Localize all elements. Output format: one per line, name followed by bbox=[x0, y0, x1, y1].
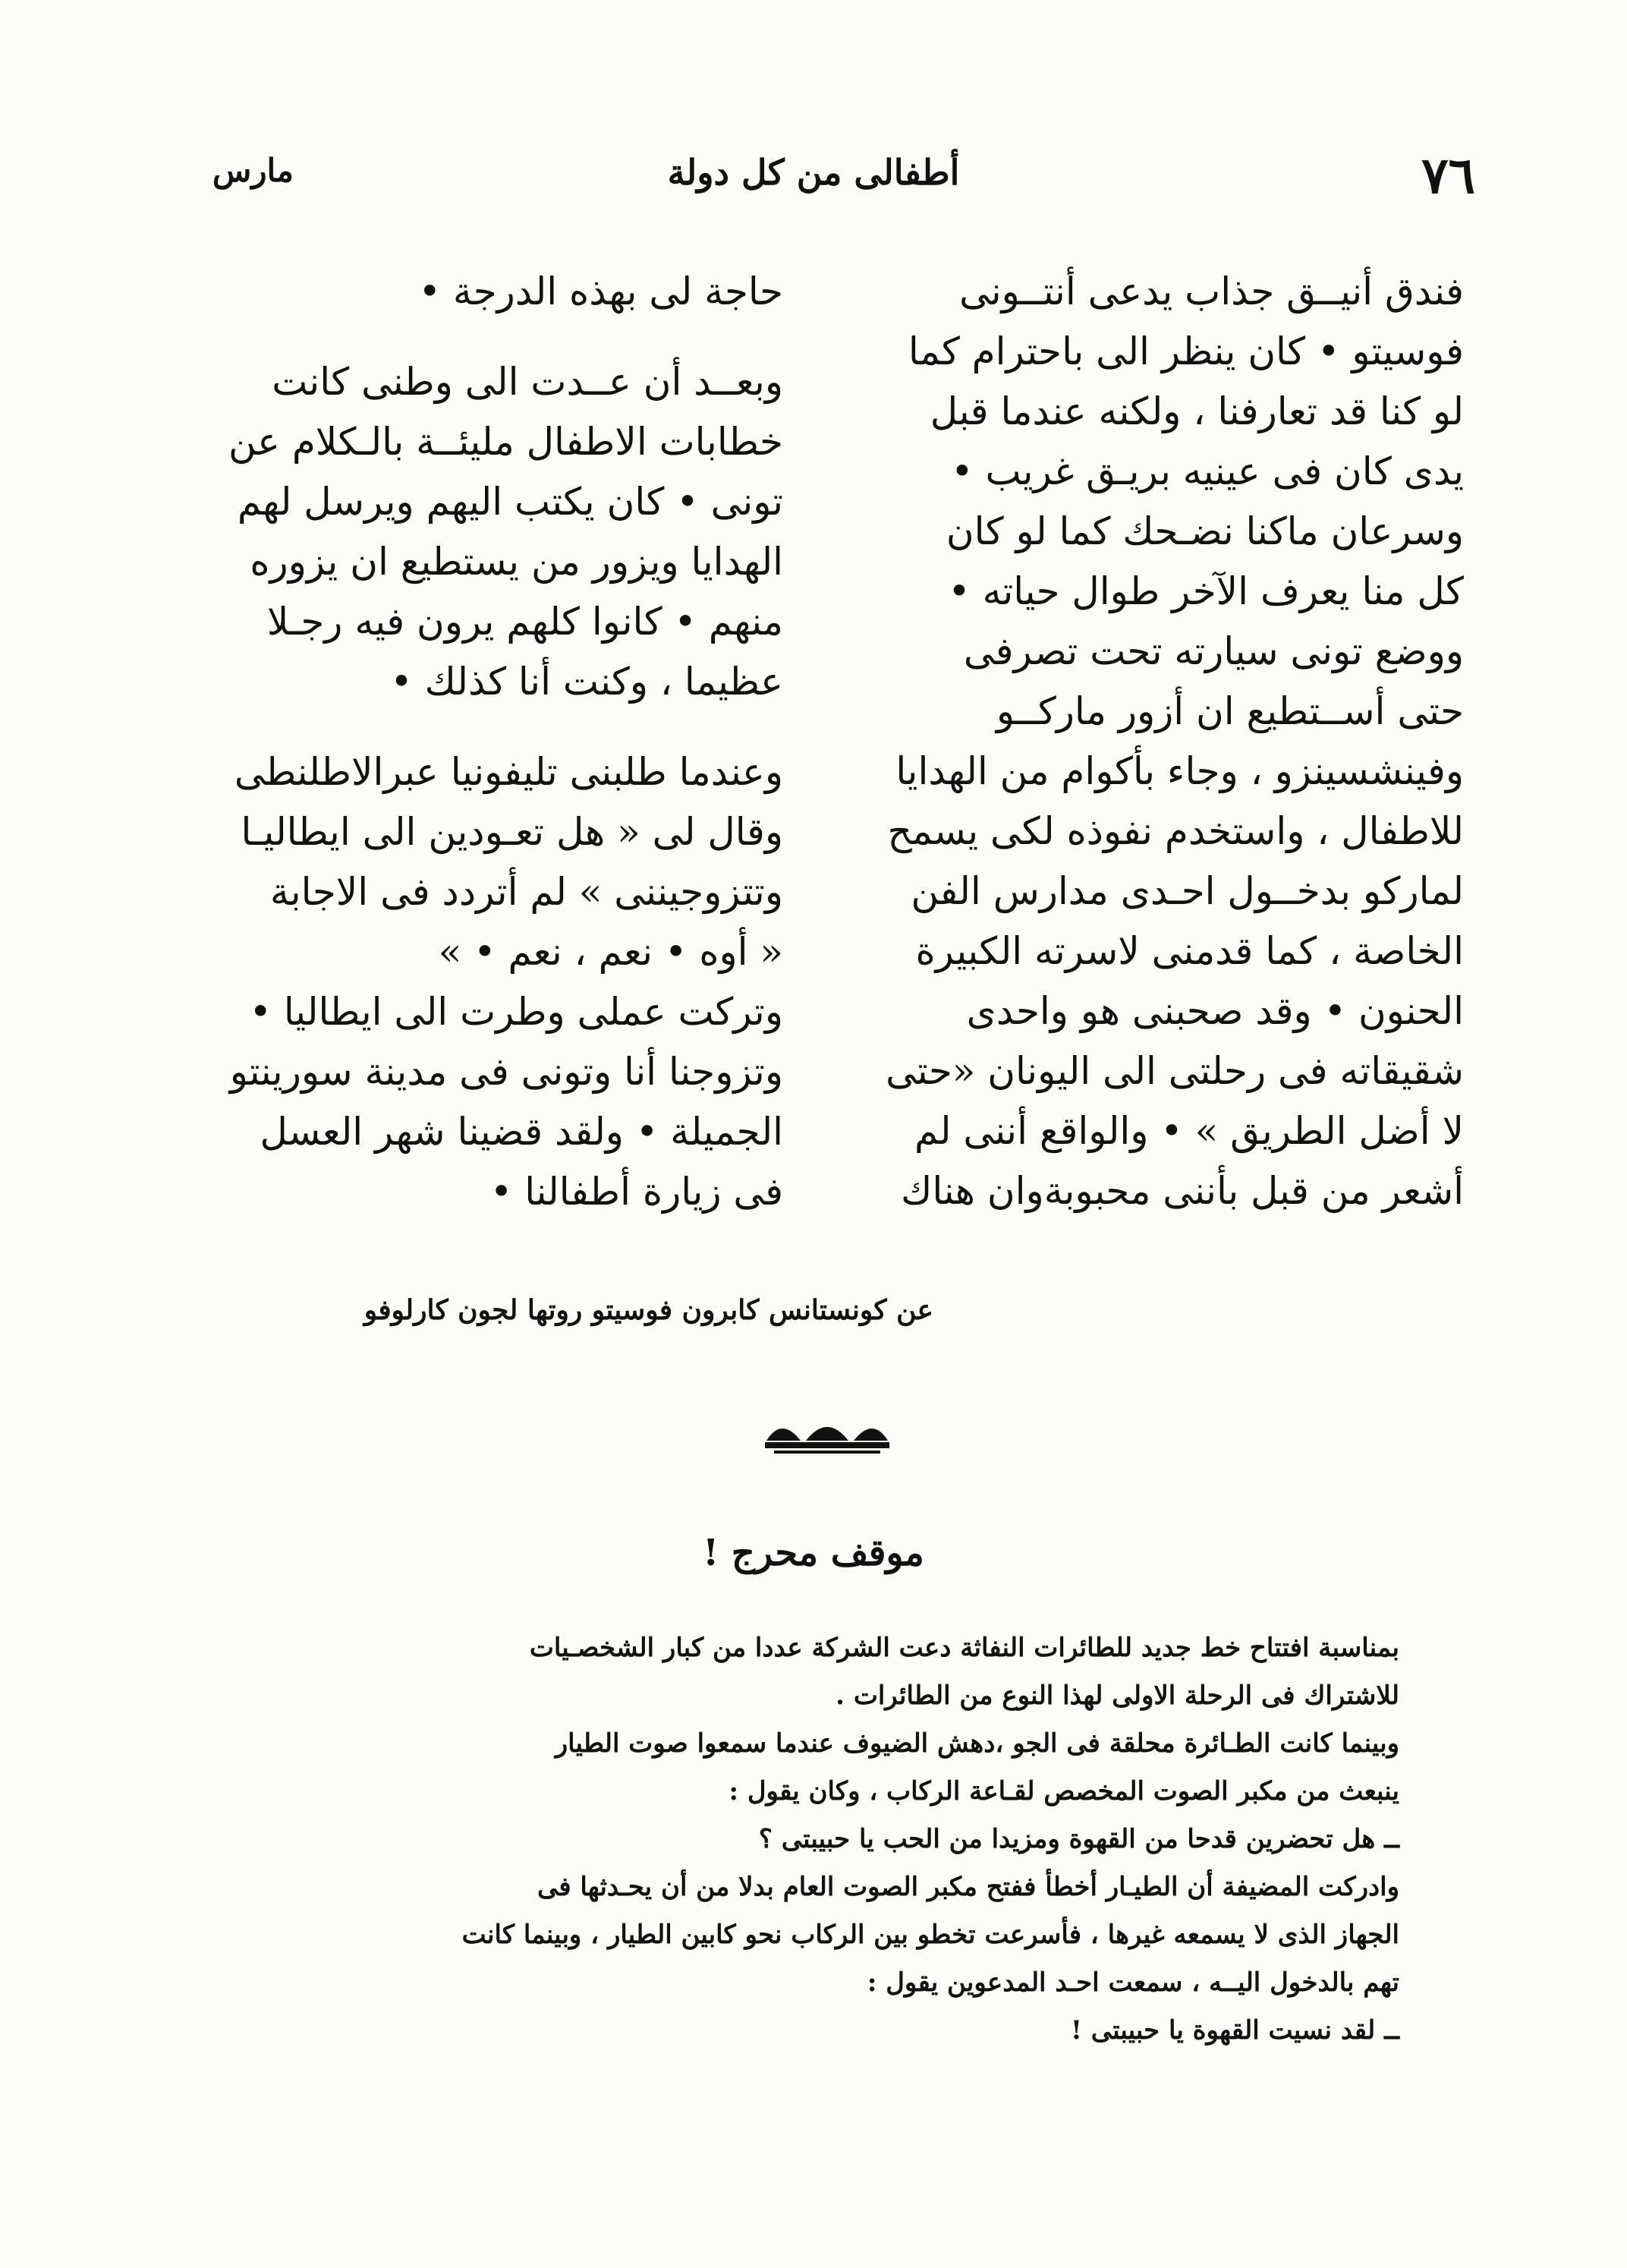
text-line: يدى كان فى عينيه بريـق غريب • bbox=[951, 449, 1464, 493]
text-line: وبينما كانت الطـائرة محلقة فى الجو ،دهش الضيوف عندما سمعوا صوت الطيار bbox=[555, 1728, 1399, 1759]
text-line: لو كنا قد تعارفنا ، ولكنه عندما قبل bbox=[930, 389, 1464, 433]
text-line: ووضع تونى سيارته تحت تصرفى bbox=[963, 629, 1464, 673]
text-line: عظيما ، وكنت أنا كذلك • bbox=[390, 660, 783, 704]
text-line: كل منا يعرف الآخر طوال حياته • bbox=[948, 569, 1464, 613]
text-line: وبعــد أن عــدت الى وطنى كانت bbox=[272, 360, 783, 404]
running-title: أطفالى من كل دولة bbox=[667, 152, 960, 193]
text-line: فى زيارة أطفالنا • bbox=[489, 1170, 783, 1214]
text-line: وتتزوجيننى » لم أتردد فى الاجابة bbox=[269, 870, 783, 914]
text-line: ــ لقد نسيت القهوة يا حبيبتى ! bbox=[1071, 2015, 1399, 2046]
text-line: وفينشسينزو ، وجاء بأكوام من الهدايا bbox=[895, 749, 1464, 793]
text-line: شقيقاته فى رحلتى الى اليونان «حتى bbox=[886, 1049, 1464, 1093]
text-line: وقال لى « هل تعـودين الى ايطاليـا bbox=[241, 810, 783, 854]
story-title: موقف محرج ! bbox=[703, 1532, 924, 1574]
text-line: لماركو بدخــول احـدى مدارس الفن bbox=[911, 869, 1464, 913]
text-line: وسرعان ماكنا نضـحك كما لو كان bbox=[946, 509, 1464, 553]
text-line: وعندما طلبنى تليفونيا عبرالاطلنطى bbox=[234, 750, 783, 794]
text-line: أشعر من قبل بأننى محبوبةوان هناك bbox=[901, 1169, 1464, 1213]
text-line: للاطفال ، واستخدم نفوذه لكى يسمح bbox=[887, 809, 1464, 853]
text-line: تونى • كان يكتب اليهم ويرسل لهم bbox=[237, 480, 783, 524]
article-right-column bbox=[834, 262, 1464, 1221]
text-line: بمناسبة افتتاح خط جديد للطائرات النفاثة دعت الشركة عددا من كبار الشخصـيات bbox=[529, 1633, 1399, 1663]
text-line: الحنون • وقد صحبنى هو واحدى bbox=[966, 989, 1464, 1033]
text-line: ــ هل تحضرين قدحا من القهوة ومزيدا من الحب يا حبيبتى ؟ bbox=[758, 1824, 1399, 1854]
text-line: وتزوجنا أنا وتونى فى مدينة سورينتو bbox=[229, 1050, 783, 1094]
text-line: وادركت المضيفة أن الطيـار أخطأ ففتح مكبر الصوت العام بدلا من أن يحـدثها فى bbox=[537, 1872, 1399, 1902]
article-credit: عن كونستانس كابرون فوسيتو روتها لجون كارلوفو bbox=[363, 1294, 933, 1326]
text-line: « أوه • نعم ، نعم • » bbox=[438, 930, 783, 974]
text-line: وتركت عملى وطرت الى ايطاليا • bbox=[249, 990, 783, 1034]
text-line: الخاصة ، كما قدمنى لاسرته الكبيرة bbox=[915, 929, 1464, 973]
text-line: فندق أنيــق جذاب يدعى أنتــونى bbox=[959, 269, 1464, 313]
text-line: ينبعث من مكبر الصوت المخصص لقـاعة الركاب ، وكان يقول : bbox=[729, 1776, 1399, 1807]
text-line: خطابات الاطفال مليئــة بالـكلام عن bbox=[228, 420, 783, 464]
running-month: مارس bbox=[212, 152, 294, 189]
text-line: الهدايا ويزور من يستطيع ان يزوره bbox=[250, 540, 783, 584]
text-line: الجهاز الذى لا يسمعه غيرها ، فأسرعت تخطو بين الركاب نحو كابين الطيار ، وبينما كانت bbox=[461, 1920, 1399, 1950]
text-line: منهم • كانوا كلهم يرون فيه رجـلا bbox=[266, 600, 783, 644]
text-line: الجميلة • ولقد قضينا شهر العسل bbox=[260, 1110, 783, 1154]
section-divider-ornament-icon bbox=[759, 1410, 895, 1456]
text-line: تهم بالدخول اليــه ، سمعت احـد المدعوين يقول : bbox=[867, 1967, 1399, 1998]
text-line: فوسيتو • كان ينظر الى باحترام كما bbox=[908, 329, 1464, 373]
article-left-column bbox=[206, 262, 783, 1222]
text-line: حاجة لى بهذه الدرجة • bbox=[418, 269, 783, 313]
text-line: للاشتراك فى الرحلة الاولى لهذا النوع من الطائرات . bbox=[836, 1681, 1399, 1711]
story-body bbox=[216, 1624, 1399, 2055]
text-line: لا أضل الطريق » • والواقع أننى لم bbox=[914, 1109, 1464, 1153]
page-number: ٧٦ bbox=[1421, 146, 1475, 205]
text-line: حتى أســتطيع ان أزور ماركــو bbox=[996, 689, 1464, 733]
